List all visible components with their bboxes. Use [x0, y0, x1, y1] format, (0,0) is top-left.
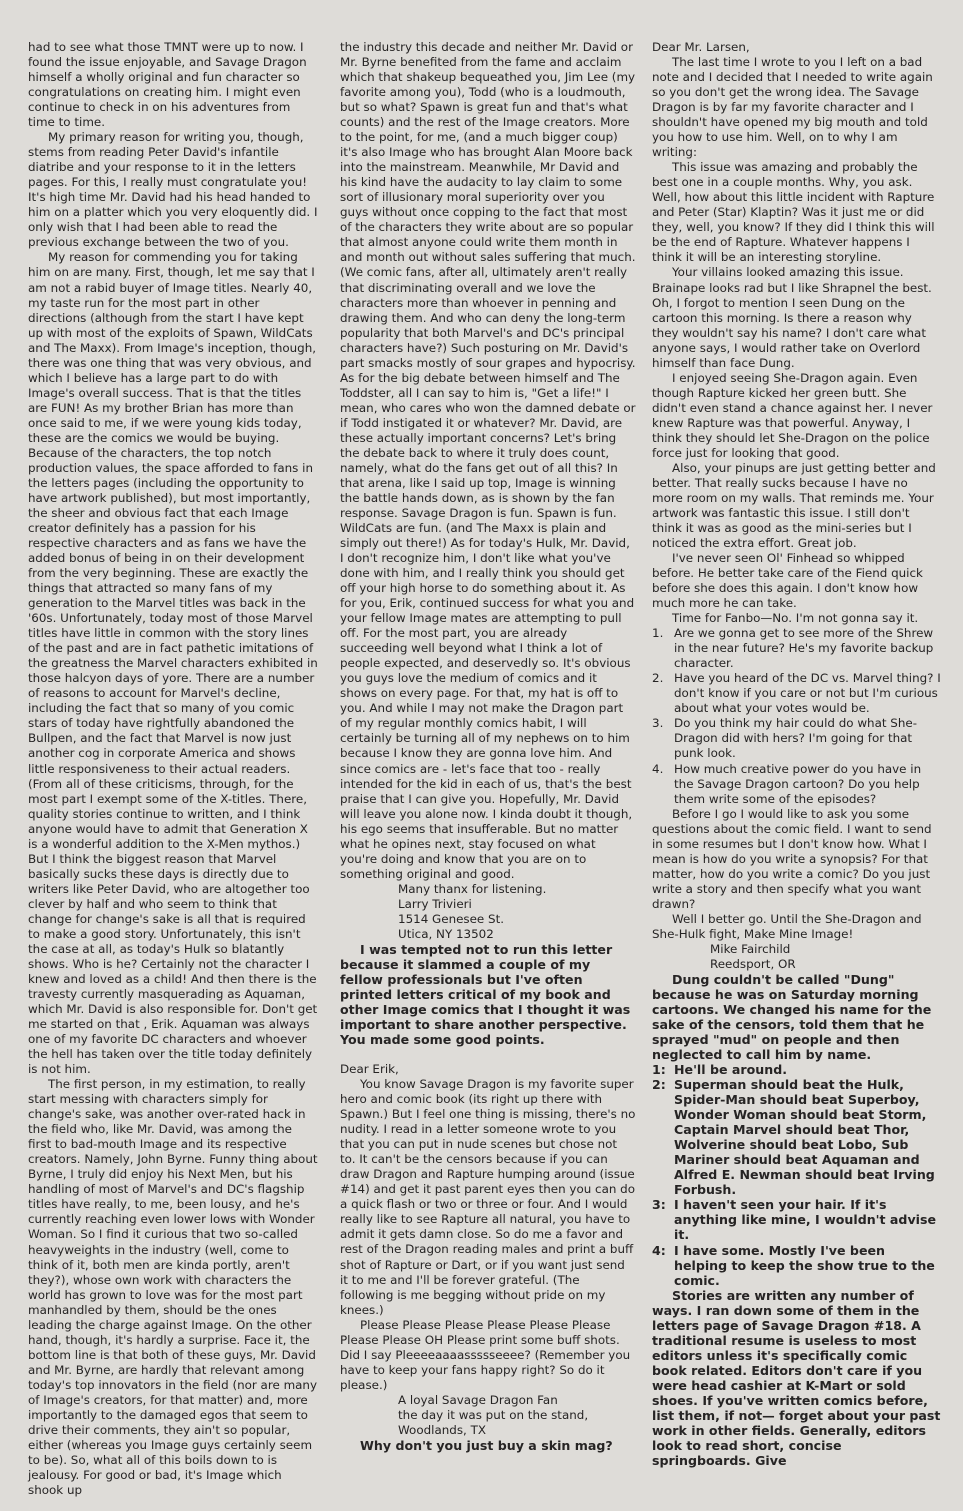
- letter-signer-city: Reedsport, OR: [710, 956, 796, 971]
- answer-number: 3:: [652, 1197, 666, 1213]
- letter-paragraph: I've never seen Ol' Finhead so whipped before. He better take care of the Fiend quick before she does this again. I don't know how much more he can take.: [652, 551, 923, 611]
- letter-sign-off: Many thanx for listening.: [398, 881, 547, 896]
- letter-signer-street: 1514 Genesee St.: [398, 911, 505, 926]
- letter-paragraph: Time for Fanbo—No. I'm not gonna say it.: [672, 611, 919, 626]
- letter-signer-name: Mike Fairchild: [710, 941, 791, 956]
- letter-signature-line: A loyal Savage Dragon Fan: [398, 1392, 558, 1407]
- letters-column-2: [340, 40, 636, 1453]
- answer-number: 2:: [652, 1077, 666, 1093]
- letter-paragraph: The first person, in my estimation, to really start messing with characters simply for change's sake, was another over-rated hack in the field who, like Mr. David, was among the first to bad-mouth Image and its respective creators. Namely, John Byrne. Funny thing about Byrne, I truly did enjoy his Next Men, but his handling of most of Marvel's and DC's flagship titles have really, to me, been lousy, and he's currently reaching even lower lows with Wonder Woman. So I find it curious that two so-called heavyweights in the industry (well, come to think of it, both men are kinda portly, aren't they?), whose own work with characters the world has grown to love was for the most part manhandled by them, should be the ones leading the charge against Image. On the other hand, though, it's hardly a surprise. Face it, the bottom line is that both of these guys, Mr. David and Mr. Byrne, are hardly that relevant among today's top innovators in the field (nor are many of Image's creators, for that matter) and, more importantly to the damaged egos that seem to drive their comments, they ain't so popular, either (whereas you Image guys certainly seem to be). So, what all of this boils down to is jealousy. For good or bad, it's Image which shook up: [28, 1077, 318, 1497]
- list-item: [652, 716, 942, 761]
- answer-text: I haven't seen your hair. If it's anything like mine, I wouldn't advise it.: [674, 1197, 937, 1243]
- letter-signature-line: Woodlands, TX: [398, 1422, 486, 1437]
- editor-reply: I was tempted not to run this letter because it slammed a couple of my fellow professionals but I've often printed letters critical of my book and other Image comics that I thought it was important to share another perspective. You made some good points.: [340, 941, 631, 1048]
- letter-paragraph: had to see what those TMNT were up to now. I found the issue enjoyable, and Savage Dragon himself a wholly original and fun character so congratulations on creating him. I might even continue to check in on his adventures from time to time.: [28, 40, 307, 130]
- answer-text: I have some. Mostly I've been helping to keep the show true to the comic.: [674, 1242, 935, 1288]
- letter-paragraph: My primary reason for writing you, though, stems from reading Peter David's infantile diatribe and your response to it in the letters pages. For this, I really must congratulate you! It's high time Mr. David had his head handed to him on a platter which you very eloquently did. I only wish that I had been able to read the previous exchange between the two of you.: [28, 130, 318, 250]
- question-text: Have you heard of the DC vs. Marvel thing? I don't know if you care or not but I'm curious about what your votes would be.: [674, 671, 941, 716]
- list-item: [652, 1197, 942, 1242]
- editor-reply: Stories are written any number of ways. I ran down some of them in the letters page of Savage Dragon #18. A traditional resume is useless to most editors unless it's specifically comic book related. Editors don't care if you were head cashier at K-Mart or sold shoes. If you've written comics before, list them, if not— forget about your past work in other fields. Generally, editors look to read short, concise springboards. Give: [652, 1287, 941, 1468]
- list-item: [652, 1062, 942, 1077]
- question-number: 4.: [652, 761, 664, 776]
- answer-list: [652, 1062, 942, 1287]
- letter-paragraph: You know Savage Dragon is my favorite super hero and comic book (its right up there with Spawn.) But I feel one thing is missing, there's no nudity. I read in a letter someone wrote to you that you can put in nude scenes but chose not to. It can't be the censors because if you can draw Dragon and Rapture humping around (issue #14) and get it past parent eyes then you can do a quick flash or two or three or four. And I would really like to see Rapture all natural, you have to admit it gets damn close. So do me a favor and rest of the Dragon reading males and print a buff shot of Rapture or Dart, or if you want just send it to me and I'll be forever grateful. (The following is me begging without pride on my knees.): [340, 1077, 636, 1317]
- question-number: 1.: [652, 626, 664, 641]
- question-number: 3.: [652, 716, 664, 731]
- letter-salutation: Dear Erik,: [340, 1062, 399, 1077]
- letter-paragraph: I enjoyed seeing She-Dragon again. Even though Rapture kicked her green butt. She didn't even stand a chance against her. I never knew Rapture was that powerful. Anyway, I think they should let She-Dragon on the police force just for looking that good.: [652, 370, 933, 460]
- question-text: How much creative power do you have in the Savage Dragon cartoon? Do you help them write some of the episodes?: [674, 761, 922, 806]
- answer-text: Superman should beat the Hulk, Spider-Man should beat Superboy, Wonder Woman should beat Storm, Captain Marvel should beat Thor, Wolverine should beat Lobo, Sub Mariner should beat Aquaman and Alfred E. Newman should beat Irving Forbush.: [674, 1077, 935, 1198]
- letter-salutation: Dear Mr. Larsen,: [652, 40, 750, 54]
- list-item: [652, 762, 942, 807]
- letters-column-3: [652, 40, 942, 1468]
- question-number: 2.: [652, 671, 664, 686]
- list-item: [652, 1243, 942, 1288]
- question-list: [652, 626, 942, 806]
- letter-signer-city: Utica, NY 13502: [398, 926, 494, 941]
- letter-paragraph: Your villains looked amazing this issue. Brainape looks rad but I like Shrapnel the best. Oh, I forgot to mention I seen Dung on the cartoon this morning. Is there a reason why they wouldn't say his name? I don't care what anyone says, I would rather take on Overlord himself than face Dung.: [652, 265, 932, 370]
- list-item: [652, 1077, 942, 1197]
- question-text: Are we gonna get to see more of the Shrew in the near future? He's my favorite backup character.: [674, 626, 934, 671]
- letter-paragraph: the industry this decade and neither Mr. David or Mr. Byrne benefited from the fame and acclaim which that shakeup bequeathed you, Jim Lee (my favorite among you), Todd (who is a loudmouth, but so what? Spawn is great fun and that's what counts) and the rest of the Image creators. More to the point, for me, (and a much bigger coup) it's also Image who has brought Alan Moore back into the mainstream. Meanwhile, Mr David and his kind have the audacity to lay claim to some sort of illusionary moral superiority over you guys without once copping to the fact that most of the characters they write about are so popular that almost anyone could write them month in and month out without sales suffering that much. (We comic fans, after all, ultimately aren't really that discriminating overall and we love the characters more than whoever in penning and drawing them. And who can deny the long-term popularity that both Marvel's and DC's principal characters have?) Such posturing on Mr. David's part smacks mostly of sour grapes and hypocrisy. As for the big debate between himself and The Toddster, all I can say to him is, "Get a life!" I mean, who cares who won the damned debate or if Todd instigated it or whatever? Mr. David, are these actually important concerns? Let's bring the debate back to where it truly does count, namely, what do the fans get out of all this? In that arena, like I said up top, Image is winning the battle hands down, as is shown by the fan response. Savage Dragon is fun. Spawn is fun. WildCats are fun. (and The Maxx is plain and simply out there!) As for today's Hulk, Mr. David, I don't recognize him, I don't like what you've done with him, and I really think you should get off your high horse to do something about it. As for you, Erik, continued success for what you and your fellow Image mates are attempting to pull off. For the most part, you are already succeeding well beyond what I think a lot of people expected, and deservedly so. It's obvious you guys love the medium of comics and it shows on every page. For that, my hat is off to you. And while I may not make the Dragon part of my regular monthly comics habit, I will certainly be turning all of my nephews on to him because I know they are gonna love him. And since comics are - let's face that too - really intended for the kid in each of us, that's the best praise that I can give you. Hopefully, Mr. David will leave you alone now. I kinda doubt it though, his ego seems that insufferable. But no matter what he opines next, stay focused on what you're doing and know that you are on to something original and good.: [340, 40, 636, 881]
- question-text: Do you think my hair could do what She-Dragon did with hers? I'm going for that punk look.: [674, 716, 917, 761]
- letter-paragraph: My reason for commending you for taking him on are many. First, though, let me say that I am not a rabid buyer of Image titles. Nearly 40, my taste run for the most part in other directions (although from the start I have kept up with most of the exploits of Spawn, WildCats and The Maxx). From Image's inception, though, there was one thing that was very obvious, and which I believe has a large part to do with Image's overall success. That is that the titles are FUN! As my brother Brian has more than once said to me, if we were young kids today, these are the comics we would be buying. Because of the characters, the top notch production values, the space afforded to fans in the letters pages (including the opportunity to have artwork published), but most importantly, the sheer and obvious fact that each Image creator definitely has a passion for his respective characters and as fans we have the added bonus of being in on their development from the very beginning. These are exactly the things that attracted so many fans of my generation to the Marvel titles was back in the '60s. Unfortunately, today most of those Marvel titles have little in common with the story lines of the past and are in fact pathetic imitations of the greatness the Marvel characters exhibited in those halcyon days of yore. There are a number of reasons to account for Marvel's decline, including the fact that so many of you comic stars of today have rightfully abandoned the Bullpen, and the fact that Marvel is now just another cog in corporate America and shows little responsiveness to their actual readers. (From all of these criticisms, through, for the most part I exempt some of the X-titles. There, quality stories continue to written, and I think anyone would have to admit that Generation X is a wonderful addition to the X-Men mythos.) But I think the biggest reason that Marvel basically sucks these days is directly due to writers like Peter David, who are altogether too clever by half and who seem to think that change for change's sake is all that is required to make a good story. Unfortunately, this isn't the case at all, as today's Hulk so blatantly shows. Who is he? Certainly not the character I knew and loved as a child! And then there is the travesty currently masquerading as Aquaman, which Mr. David is also responsible for. Don't get me started on that , Erik. Aquaman was always one of my favorite DC characters and whoever the hell has taken over the title today definitely is not him.: [28, 250, 318, 1077]
- editor-reply: Dung couldn't be called "Dung" because he was on Saturday morning cartoons. We changed his name for the sake of the censors, told them that he sprayed "mud" on people and then neglected to call him by name.: [652, 971, 932, 1063]
- list-item: [652, 626, 942, 671]
- letter-signature-line: the day it was put on the stand,: [398, 1407, 589, 1422]
- letter-signer-name: Larry Trivieri: [398, 896, 472, 911]
- letter-paragraph: The last time I wrote to you I left on a bad note and I decided that I needed to write again so you don't get the wrong idea. The Savage Dragon is by far my favorite character and I shouldn't have opened my big mouth and told you how to use him. Well, on to why I am writing:: [652, 55, 933, 160]
- letter-paragraph: Before I go I would like to ask you some questions about the comic field. I want to send in some resumes but I don't know how. What I mean is how do you write a synopsis? For that matter, how do you write a comic? Do you just write a story and then specify what you want drawn?: [652, 806, 932, 911]
- letters-column-1: [28, 40, 318, 1498]
- letter-paragraph: Also, your pinups are just getting better and better. That really sucks because I have no more room on my walls. That reminds me. Your artwork was fantastic this issue. I still don't think it was as good as the mini-series but I noticed the extra effort. Great job.: [652, 460, 936, 551]
- letter-paragraph: This issue was amazing and probably the best one in a couple months. Why, you ask. Well, how about this little incident with Rapture and Peter (Star) Klaptin? Was it just me or did they, well, you know? If they did I think this will be the end of Rapture. Whatever happens I think it will be an interesting storyline.: [652, 160, 935, 265]
- editor-reply: Why don't you just buy a skin mag?: [360, 1437, 613, 1453]
- letter-paragraph: Well I better go. Until the She-Dragon and She-Hulk fight, Make Mine Image!: [652, 911, 922, 941]
- letter-paragraph: Please Please Please Please Please Please Please Please OH Please print some buff shots. Did I say Pleeeeaaaassssseeee? (Remember you have to keep your fans happy right? So do it please.): [340, 1317, 631, 1392]
- list-item: [652, 671, 942, 716]
- answer-text: He'll be around.: [674, 1062, 787, 1078]
- answer-number: 4:: [652, 1242, 666, 1258]
- answer-number: 1:: [652, 1062, 666, 1078]
